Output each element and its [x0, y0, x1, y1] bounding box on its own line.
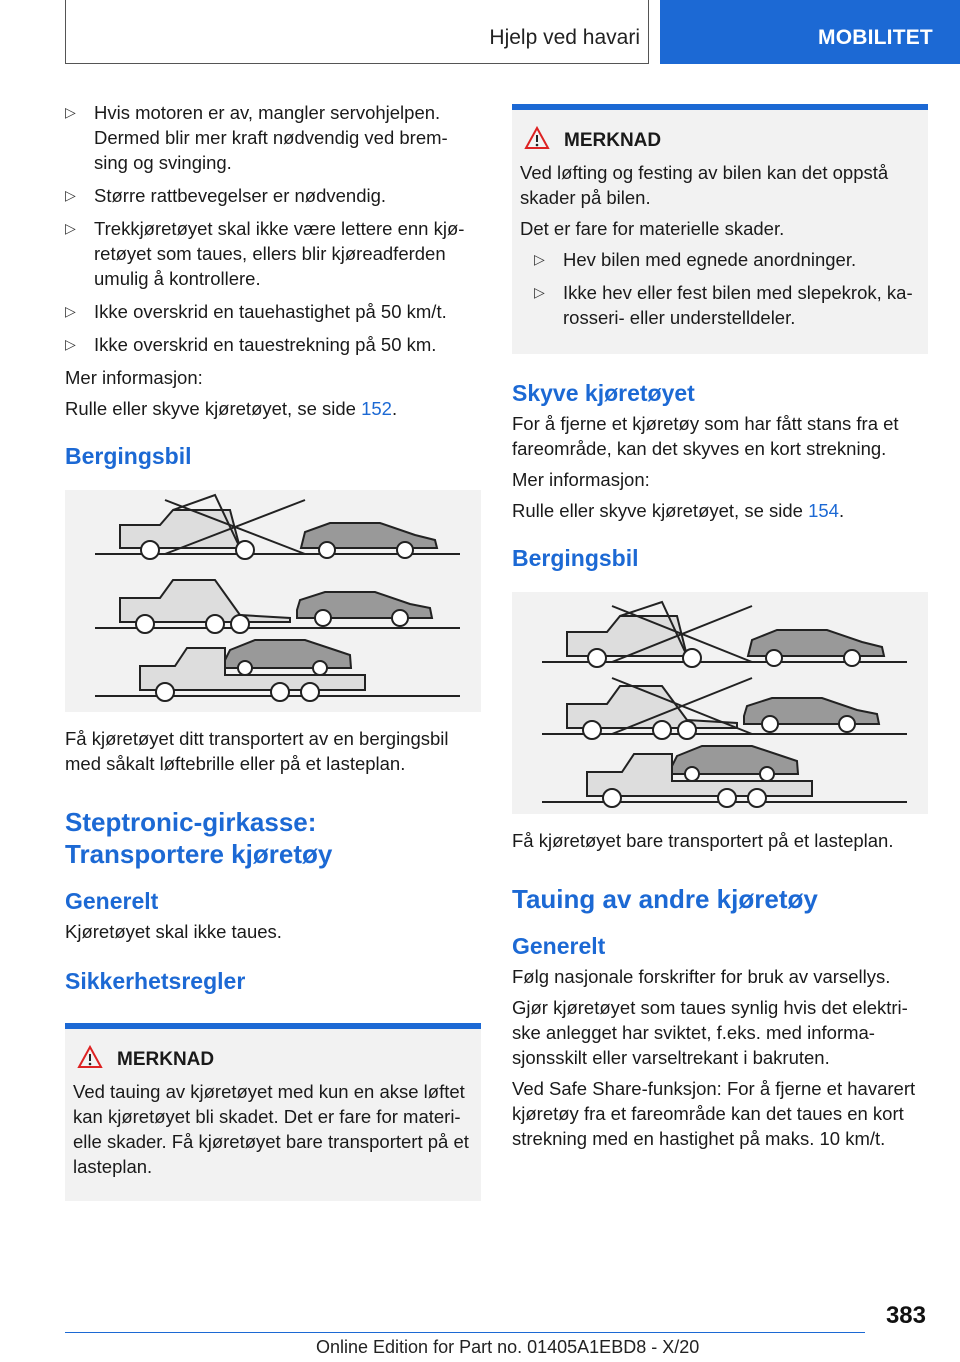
- notice-title: MERKNAD: [73, 1049, 473, 1071]
- triangle-bullet-icon: ▷: [534, 251, 545, 267]
- list-item: ▷ Hvis motoren er av, mangler servohjelpen. Dermed blir mer kraft nødvendig ved brem-sing og svinging.: [65, 102, 448, 173]
- heading-generelt: Generelt: [65, 888, 159, 914]
- page-number: 383: [885, 1302, 926, 1329]
- list-item: ▷ Ikke overskrid en tauehastighet på 50 km/t.: [65, 301, 447, 322]
- warning-triangle-icon: [524, 126, 550, 156]
- heading-steptronic: Steptronic-girkasse: Transportere kjøretøy: [65, 807, 333, 869]
- notice-title: MERKNAD: [520, 130, 920, 152]
- bergingsbil-description: Få kjøretøyet ditt transportert av en bergingsbil med såkalt løftebrille eller på et lasteplan.: [65, 728, 449, 774]
- triangle-bullet-icon: ▷: [65, 220, 76, 236]
- header-tab-mobilitet[interactable]: MOBILITET: [660, 0, 960, 64]
- skyve-text: For å fjerne et kjøretøy som har fått stans fra et fareområde, kan det skyves en kort strekning.: [512, 413, 899, 459]
- heading-bergingsbil: Bergingsbil: [512, 545, 639, 571]
- left-column: [65, 100, 481, 1201]
- notice-text: Det er fare for materielle skader.: [520, 218, 785, 239]
- triangle-bullet-icon: ▷: [65, 104, 76, 120]
- notice-box: [65, 1023, 481, 1201]
- more-info-label: Mer informasjon:: [65, 367, 203, 388]
- list-item: ▷ Større rattbevegelser er nødvendig.: [65, 185, 387, 206]
- notice-text: Ved tauing av kjøretøyet med kun en akse løftet kan kjøretøyet bli skadet. Det er fare for materi-elle skader. Få kjøretøyet bare transportert på et lasteplan.: [73, 1081, 469, 1177]
- page-reference: Rulle eller skyve kjøretøyet, se side 152.: [65, 398, 398, 419]
- triangle-bullet-icon: ▷: [534, 284, 545, 300]
- triangle-bullet-icon: ▷: [65, 303, 76, 319]
- more-info-label: Mer informasjon:: [512, 469, 650, 490]
- heading-tauing: Tauing av andre kjøretøy: [512, 884, 818, 914]
- list-item: ▷ Trekkjøretøyet skal ikke være lettere enn kjø-retøyet som taues, ellers blir kjøreadferden umulig å kontrollere.: [65, 218, 465, 289]
- footer-divider: [65, 1332, 865, 1333]
- page-link-154[interactable]: 154: [808, 500, 839, 521]
- heading-sikkerhetsregler: Sikkerhetsregler: [65, 968, 246, 994]
- warning-triangle-icon: [77, 1045, 103, 1075]
- flatbed-illustration: [512, 592, 928, 814]
- list-item: ▷ Ikke overskrid en tauestrekning på 50 km.: [65, 334, 437, 355]
- generelt-paragraph: Følg nasjonale forskrifter for bruk av varsellys.: [512, 966, 891, 987]
- list-item: ▷ Ikke hev eller fest bilen med slepekrok, ka-rosseri- eller understelldeler.: [534, 282, 913, 328]
- bergingsbil-description: Få kjøretøyet bare transportert på et lasteplan.: [512, 830, 894, 851]
- list-item: ▷ Hev bilen med egnede anordninger.: [534, 249, 857, 270]
- notice-list: [534, 247, 920, 330]
- generelt-paragraph: Gjør kjøretøyet som taues synlig hvis det elektri-ske anlegget har sviktet, f.eks. med informa-sjonsskilt eller varseltrekant i bakruten.: [512, 997, 908, 1068]
- right-column: [512, 100, 928, 1157]
- footer-edition: Online Edition for Part no. 01405A1EBD8 - X/20: [316, 1337, 700, 1357]
- tow-truck-illustration: [65, 490, 481, 712]
- triangle-bullet-icon: ▷: [65, 336, 76, 352]
- generelt-paragraph: Ved Safe Share-funksjon: For å fjerne et havarert kjøretøy fra et fareområde kan det taues en kort strekning med en hastighet på maks. 10 km/t.: [512, 1078, 916, 1149]
- heading-generelt: Generelt: [512, 933, 606, 959]
- notice-text: Ved løfting og festing av bilen kan det oppstå skader på bilen.: [520, 162, 889, 208]
- triangle-bullet-icon: ▷: [65, 187, 76, 203]
- page-link-152[interactable]: 152: [361, 398, 392, 419]
- header-section-title: Hjelp ved havari: [489, 26, 640, 49]
- page-reference: Rulle eller skyve kjøretøyet, se side 154.: [512, 500, 845, 521]
- heading-bergingsbil: Bergingsbil: [65, 443, 192, 469]
- notice-box: [512, 104, 928, 354]
- heading-skyve: Skyve kjøretøyet: [512, 380, 695, 406]
- generelt-text: Kjøretøyet skal ikke taues.: [65, 921, 282, 942]
- tow-rules-list: [65, 100, 481, 357]
